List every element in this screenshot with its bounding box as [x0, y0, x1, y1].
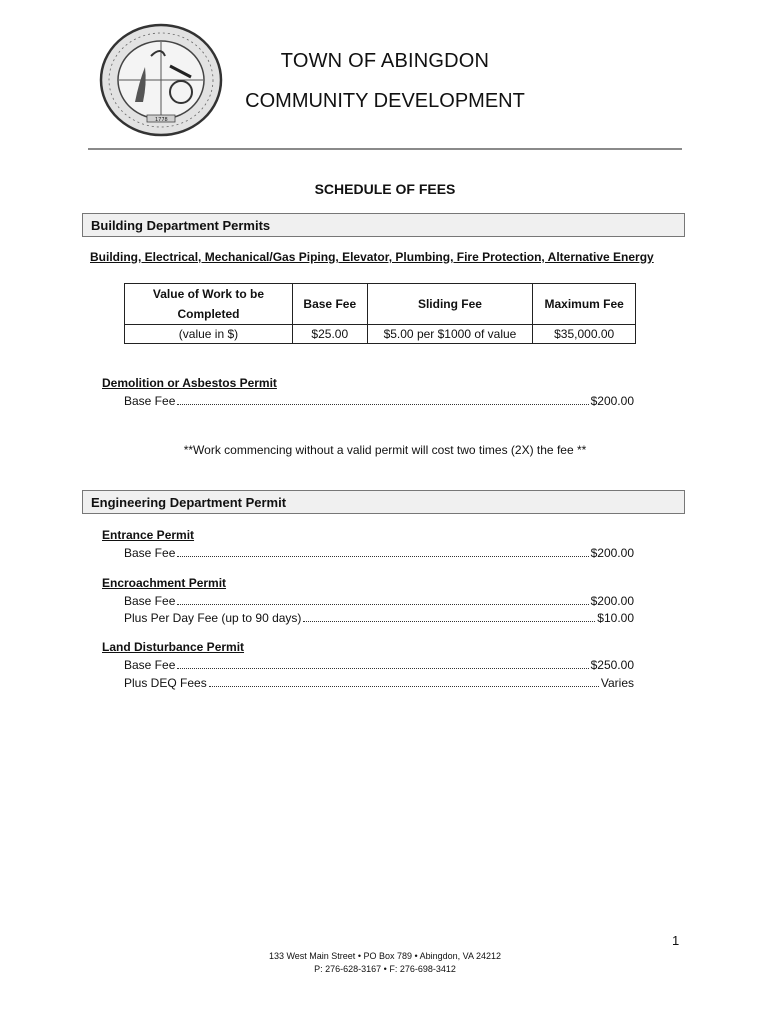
dot-leader: [177, 603, 588, 605]
org-name-line2: COMMUNITY DEVELOPMENT: [245, 90, 525, 112]
col-value-of-work: Value of Work to be Completed: [125, 284, 293, 325]
dot-leader: [303, 620, 595, 622]
col-sliding-fee: Sliding Fee: [367, 284, 533, 325]
fee-label: Base Fee: [124, 658, 176, 672]
fee-amount: $200.00: [590, 546, 634, 560]
fee-amount: $250.00: [590, 658, 634, 672]
svg-text:1778: 1778: [155, 117, 168, 123]
building-fee-table: [124, 283, 636, 344]
dot-leader: [209, 685, 599, 687]
dot-leader: [177, 403, 588, 405]
fee-amount: $200.00: [590, 594, 634, 608]
encroachment-base-fee-line: [124, 594, 634, 608]
cell-maximum-fee: $35,000.00: [533, 325, 636, 344]
encroachment-permit-heading: Encroachment Permit: [102, 576, 227, 590]
fee-label: Plus Per Day Fee (up to 90 days): [124, 611, 302, 625]
town-seal: [95, 22, 227, 138]
permit-notice: **Work commencing without a valid permit will cost two times (2X) the fee **: [183, 443, 587, 457]
dot-leader: [177, 555, 588, 557]
entrance-permit-heading: Entrance Permit: [102, 528, 195, 542]
entrance-base-fee-line: [124, 546, 634, 560]
fee-table-header-row: [125, 284, 636, 325]
demolition-permit-heading: Demolition or Asbestos Permit: [102, 376, 277, 390]
footer-address: 133 West Main Street • PO Box 789 • Abingdon, VA 24212: [268, 951, 502, 961]
land-disturbance-base-fee-line: [124, 658, 634, 672]
fee-amount: $200.00: [590, 394, 634, 408]
fee-amount: $10.00: [597, 611, 634, 625]
engineering-section-header: Engineering Department Permit: [82, 490, 685, 514]
building-permit-types: Building, Electrical, Mechanical/Gas Piping, Elevator, Plumbing, Fire Protection, Alternative Energy: [90, 250, 654, 264]
building-section-header: Building Department Permits: [82, 213, 685, 237]
fee-amount: Varies: [600, 676, 634, 690]
fee-label: Plus DEQ Fees: [124, 676, 207, 690]
demolition-base-fee-line: [124, 394, 634, 408]
document-title: SCHEDULE OF FEES: [314, 181, 456, 197]
fee-label: Base Fee: [124, 394, 176, 408]
col-maximum-fee: Maximum Fee: [533, 284, 636, 325]
page-number: 1: [672, 933, 680, 948]
col-base-fee: Base Fee: [292, 284, 367, 325]
fee-label: Base Fee: [124, 594, 176, 608]
encroachment-per-day-fee-line: [124, 611, 634, 625]
org-name-line1: TOWN OF ABINGDON: [280, 50, 490, 72]
cell-sliding-fee: $5.00 per $1000 of value: [367, 325, 533, 344]
cell-base-fee: $25.00: [292, 325, 367, 344]
cell-value-unit: (value in $): [125, 325, 293, 344]
fee-table-row: [125, 325, 636, 344]
land-disturbance-permit-heading: Land Disturbance Permit: [102, 640, 245, 654]
fee-label: Base Fee: [124, 546, 176, 560]
dot-leader: [177, 667, 588, 669]
header-divider: [88, 148, 682, 150]
footer-phone: P: 276-628-3167 • F: 276-698-3412: [314, 964, 456, 974]
land-disturbance-deq-fee-line: [124, 676, 634, 690]
